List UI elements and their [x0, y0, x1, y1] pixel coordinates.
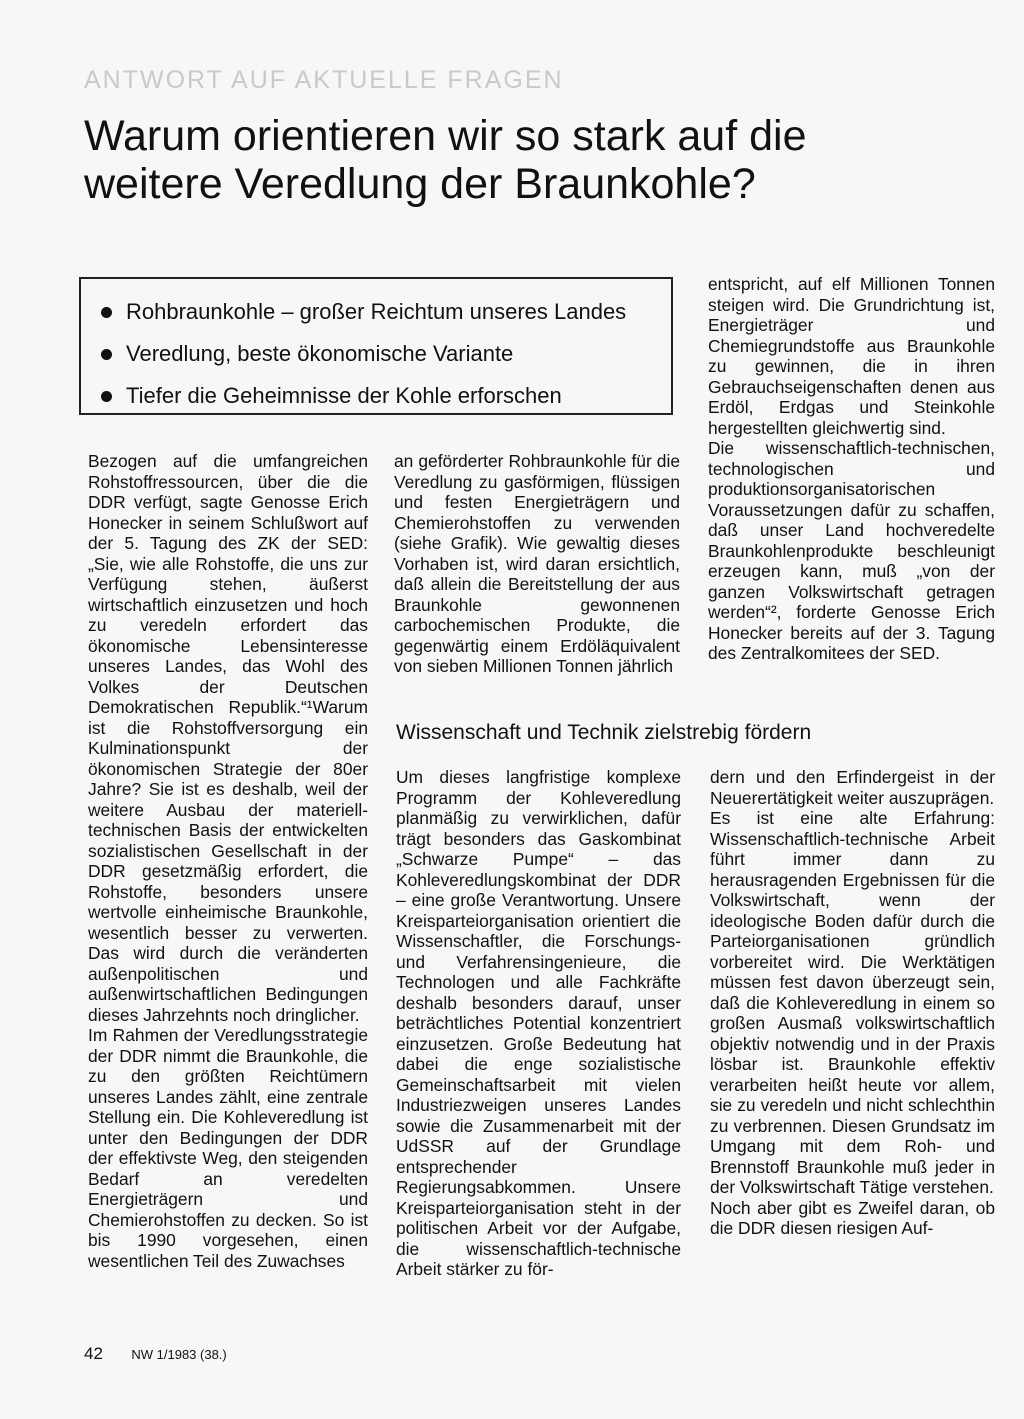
bullet-icon: [101, 349, 112, 360]
article-headline: [84, 112, 964, 208]
highlight-item: [101, 291, 671, 333]
bullet-icon: [101, 307, 112, 318]
article-column-4: [396, 767, 681, 1280]
paragraph: entspricht, auf elf Millionen Tonnen steigen wird. Die Grundrichtung ist, Energieträger und Chemiegrundstoffe aus Braunkohle zu gewinnen, die in ihren Gebrauchseigenschaften denen aus Erdöl, Erdgas und Steinkohle hergestellten gleichwertig sind.: [708, 274, 995, 438]
headline-line-2: weitere Veredlung der Braunkohle?: [84, 160, 756, 208]
headline-line-1: Warum orientieren wir so stark auf die: [84, 112, 807, 160]
paragraph: Es ist eine alte Erfahrung: Wissenschaftlich-technische Arbeit führt immer dann zu herausragenden Ergebnissen für die Volkswirtschaft, wenn der ideologische Boden dafür durch die Parteiorganisationen gründlich vorbereitet wird. Die Werktätigen müssen fest davon überzeugt sein, daß die Kohleveredlung in einem so großen Ausmaß volkswirtschaftlich objektiv notwendig und in der Praxis lösbar ist. Braunkohle effektiv verarbeiten heißt heute vor allem, sie zu veredeln und nicht schlechthin zu verbrennen. Diesen Grundsatz im Umgang mit dem Roh- und Brennstoff Braunkohle muß jeder in der Volkswirtschaft Tätige verstehen.: [710, 808, 995, 1197]
article-column-3: [708, 274, 995, 664]
section-kicker: ANTWORT AUF AKTUELLE FRAGEN: [84, 66, 564, 94]
highlight-text: Rohbraunkohle – großer Reichtum unseres Landes: [126, 299, 627, 324]
page-footer: [84, 1344, 484, 1374]
highlight-text: Tiefer die Geheimnisse der Kohle erforschen: [126, 383, 562, 408]
issue-reference: NW 1/1983 (38.): [131, 1347, 227, 1362]
highlight-item: [101, 333, 671, 375]
paragraph: an geförderter Rohbraunkohle für die Veredlung zu gasförmigen, flüssigen und festen Energieträgern und Chemierohstoffen zu verwenden (siehe Grafik). Wie gewaltig dieses Vorhaben ist, wird daran ersichtlich, daß allein die Bereitstellung der aus Braunkohle gewonnenen carbochemischen Produkte, die gegenwärtig einem Erdöläquivalent von sieben Millionen Tonnen jährlich: [394, 451, 680, 676]
bullet-icon: [101, 391, 112, 402]
highlight-text: Veredlung, beste ökonomische Variante: [126, 341, 514, 366]
paragraph: Noch aber gibt es Zweifel daran, ob die DDR diesen riesigen Auf-: [710, 1197, 995, 1238]
paragraph: Um dieses langfristige komplexe Programm der Kohleveredlung planmäßig zu verwirklichen, dafür trägt besonders das Gaskombinat „Schwarze Pumpe“ – das Kohleveredlungskombinat der DDR – eine große Verantwortung. Unsere Kreisparteiorganisation orientiert die Wissenschaftler, die Forschungs- und Verfahrensingenieure, die Technologen und alle Fachkräfte deshalb besonders darauf, unser beträchtliches Potential konzentriert einzusetzen. Große Bedeutung hat dabei die enge sozialistische Gemeinschaftsarbeit mit vielen Industriezweigen unseres Landes sowie die Zusammenarbeit mit der UdSSR auf der Grundlage entsprechender Regierungsabkommen. Unsere Kreisparteiorganisation steht in der politischen Arbeit vor der Aufgabe, die wissenschaftlich-technische Arbeit stärker zu för-: [396, 767, 681, 1279]
highlights-box: [79, 277, 673, 415]
paragraph: Bezogen auf die umfangreichen Rohstoffressourcen, über die die DDR verfügt, sagte Genosse Erich Honecker in seinem Schlußwort auf der 5. Tagung des ZK der SED: „Sie, wie alle Rohstoffe, die uns zur Verfügung stehen, äußerst wirtschaftlich einzusetzen und hoch zu veredeln erfordert das ökonomische Lebensinteresse unseres Landes, das Wohl des Volkes der Deutschen Demokratischen Republik.“¹Warum ist die Rohstoffversorgung ein Kulminationspunkt der ökonomischen Strategie der 80er Jahre? Sie ist es deshalb, weil der weitere Ausbau der materiell-technischen Basis der entwickelten sozialistischen Gesellschaft in der DDR gesetzmäßig erfordert, die Rohstoffe, besonders unsere wertvolle einheimische Braunkohle, wesentlich besser zu verwerten. Das wird durch die veränderten außenpolitischen und außenwirtschaftlichen Bedingungen dieses Jahrzehnts noch dringlicher.: [88, 451, 368, 1025]
article-column-5: [710, 767, 995, 1239]
article-column-1: [88, 451, 368, 1271]
highlight-item: [101, 375, 671, 417]
paragraph: dern und den Erfindergeist in der Neuerertätigkeit weiter auszuprägen.: [710, 767, 995, 808]
article-column-2: [394, 451, 680, 677]
section-subheading: Wissenschaft und Technik zielstrebig fördern: [396, 721, 812, 744]
paragraph: Die wissenschaftlich-technischen, technologischen und produktionsorganisatorischen Voraussetzungen dafür zu schaffen, daß unser Land hochveredelte Braunkohlenprodukte beschleunigt erzeugen kann, muß „von der ganzen Volkswirtschaft getragen werden“², forderte Genosse Erich Honecker bereits auf der 3. Tagung des Zentralkomitees der SED.: [708, 438, 995, 663]
page-number: 42: [84, 1344, 103, 1363]
paragraph: Im Rahmen der Veredlungsstrategie der DDR nimmt die Braunkohle, die zu den größten Reichtümern unseres Landes zählt, eine zentrale Stellung ein. Die Kohleveredlung ist unter den Bedingungen der DDR der effektivste Weg, den steigenden Bedarf an veredelten Energieträgern und Chemierohstoffen zu decken. So ist bis 1990 vorgesehen, einen wesentlichen Teil des Zuwachses: [88, 1025, 368, 1271]
